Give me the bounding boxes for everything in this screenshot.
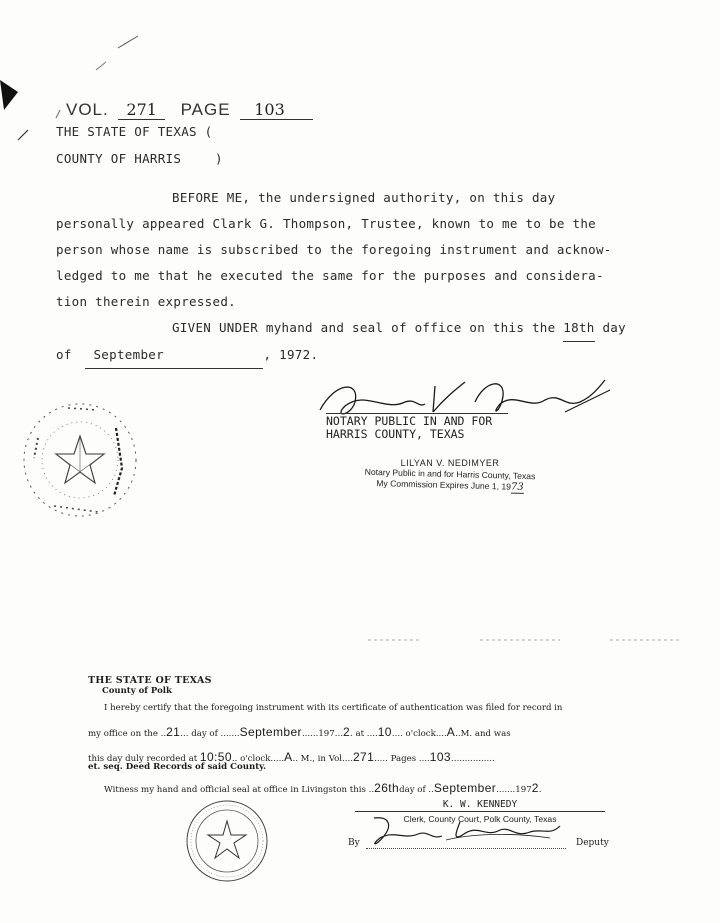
cert-line-1: I hereby certify that the foregoing instrument with its certificate of authentication was filed for record in	[104, 703, 563, 713]
cert-l3-b: .. o'clock.....	[231, 754, 285, 764]
notary-title-line-2: HARRIS COUNTY, TEXAS	[326, 427, 465, 441]
deputy-label: Deputy	[576, 838, 609, 848]
scan-artifacts	[0, 636, 720, 646]
cert-line-2	[88, 725, 511, 739]
given-year: , 1972.	[263, 347, 319, 362]
cert-l2-e: .... o'clock....	[391, 729, 447, 739]
notary-title-line-1: NOTARY PUBLIC IN AND FOR	[326, 413, 508, 428]
clerk-title: Clerk, County Court, Polk County, Texas	[403, 814, 557, 824]
venue-county-paren: )	[215, 151, 223, 166]
rec-vol: 271	[352, 750, 375, 764]
of-label: of	[56, 347, 72, 362]
cert-l2-a: my office on the ..	[88, 729, 167, 739]
cert-county: County of Polk	[102, 686, 172, 696]
stamp-expiry: My Commission Expires June 1, 19	[376, 478, 512, 492]
cert-l2-f: ..M. and was	[455, 729, 511, 739]
ack-line-5: tion therein expressed.	[56, 294, 236, 309]
witness-d: .	[538, 785, 542, 795]
cert-l3-c: .. M., in Vol....	[292, 754, 353, 764]
venue-county-text: COUNTY OF HARRIS	[56, 151, 182, 166]
filed-year: 2	[342, 725, 351, 739]
page-label: PAGE	[180, 100, 231, 119]
witness-day: 26th	[374, 781, 400, 795]
ack-line-1: BEFORE ME, the undersigned authority, on this day	[172, 190, 556, 205]
given-month: September	[85, 342, 263, 369]
witness-a: Witness my hand and official seal at office in Livingston this ..	[104, 785, 375, 795]
rec-ampm: A	[284, 750, 293, 764]
stamp-line-2: Notary Public in and for Harris County, Texas	[364, 466, 536, 482]
by-label: By	[348, 838, 360, 848]
notary-title	[326, 413, 508, 441]
given-text: GIVEN UNDER myhand and seal of office on this the	[172, 320, 556, 335]
cert-l3-a: this day duly recorded at	[88, 754, 200, 764]
vol-label: VOL.	[66, 100, 109, 119]
ack-line-4: ledged to me that he executed the same for the purposes and considera-	[56, 268, 604, 283]
notary-seal-icon	[18, 398, 148, 528]
venue-state: THE STATE OF TEXAS (	[56, 124, 213, 139]
ack-given-line	[56, 315, 696, 342]
filed-month: September	[239, 725, 302, 739]
witness-b: day of ..	[399, 785, 434, 795]
ack-date-line	[56, 342, 696, 369]
filed-ampm: A	[446, 725, 456, 739]
notary-stamp	[350, 458, 550, 492]
given-day: 18th	[563, 315, 594, 342]
rec-pages: 103	[429, 750, 452, 764]
ack-line-2: personally appeared Clark G. Thompson, Trustee, known to me to be the	[56, 216, 596, 231]
rec-time: 10:50	[199, 750, 232, 764]
ack-line-3: person whose name is subscribed to the foregoing instrument and acknow-	[56, 242, 612, 257]
cert-line-4: et. seq. Deed Records of said County.	[88, 762, 267, 772]
witness-year: 2	[531, 781, 539, 795]
cert-l2-c: ......197...	[301, 729, 343, 739]
cert-l3-e: ................	[451, 754, 495, 764]
filed-day: 21	[166, 725, 181, 739]
deputy-signature	[360, 812, 580, 852]
venue-county	[56, 151, 223, 166]
page-value: 103	[240, 100, 313, 120]
cert-state: THE STATE OF TEXAS	[88, 675, 212, 686]
cert-witness-line	[104, 781, 542, 795]
county-seal-icon	[183, 797, 273, 887]
stamp-name: LILYAN V. NEDIMYER	[400, 458, 500, 468]
stamp-expiry-year: 73	[510, 481, 524, 493]
filed-hour: 10	[377, 725, 392, 739]
witness-month: September	[433, 781, 497, 795]
witness-c: .......197	[496, 785, 532, 795]
vol-value: 271	[118, 100, 165, 120]
acknowledgment-body	[56, 185, 696, 369]
given-day-suffix: day	[602, 320, 626, 335]
cert-l3-d: ..... Pages ....	[374, 754, 430, 764]
volume-page-header	[66, 100, 313, 120]
cert-l2-d: . at ....	[350, 729, 378, 739]
cert-l2-b: ... day of .......	[180, 729, 240, 739]
clerk-name: K. W. KENNEDY	[355, 799, 605, 812]
